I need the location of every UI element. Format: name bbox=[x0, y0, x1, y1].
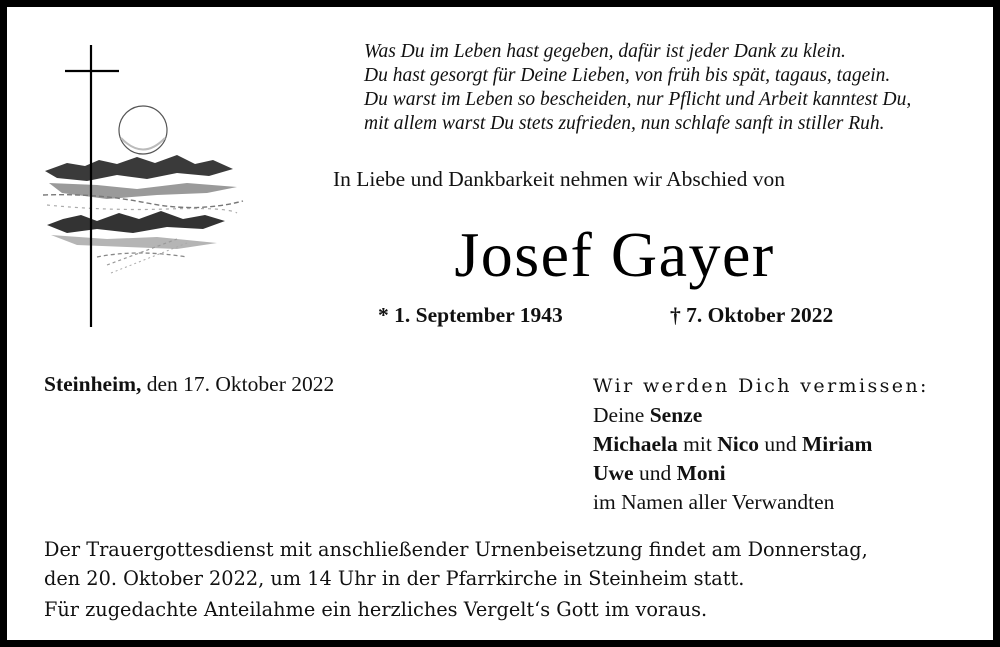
place-town: Steinheim, bbox=[44, 372, 142, 396]
cross-landscape-illustration bbox=[37, 43, 247, 333]
mourner-name: Moni bbox=[676, 461, 726, 485]
sun-illustration bbox=[119, 106, 167, 154]
mourner-name: Miriam bbox=[802, 432, 873, 456]
mourner-line: im Namen aller Verwandten bbox=[593, 490, 835, 514]
mourner-connector: mit bbox=[677, 432, 718, 456]
mourner-prefix: Deine bbox=[593, 403, 650, 427]
mourner-name: Nico bbox=[717, 432, 760, 456]
mourner-connector: und bbox=[633, 461, 677, 485]
mourner-connector: und bbox=[759, 432, 803, 456]
notice-line: Der Trauergottesdienst mit anschließender Urnenbeisetzung findet am Donnerstag, bbox=[44, 538, 868, 561]
mourner-name: Senze bbox=[649, 403, 703, 427]
mourner-name: Michaela bbox=[593, 432, 678, 456]
mourner-line bbox=[593, 401, 983, 430]
notice-line: den 20. Oktober 2022, um 14 Uhr in der Pfarrkirche in Steinheim statt. bbox=[44, 567, 745, 590]
poem-line: mit allem warst Du stets zufrieden, nun schlafe sanft in stiller Ruh. bbox=[364, 113, 885, 134]
poem-line: Was Du im Leben hast gegeben, dafür ist jeder Dank zu klein. bbox=[364, 41, 846, 62]
lower-mountains-illustration bbox=[47, 211, 225, 233]
mourner-name: Uwe bbox=[593, 461, 634, 485]
death-date: † 7. Oktober 2022 bbox=[670, 303, 834, 327]
poem-line: Du warst im Leben so bescheiden, nur Pflicht und Arbeit kanntest Du, bbox=[364, 89, 912, 110]
farewell-intro: In Liebe und Dankbarkeit nehmen wir Abschied von bbox=[333, 167, 785, 191]
mourner-line bbox=[593, 430, 983, 459]
poem bbox=[364, 40, 984, 136]
mourners-block bbox=[593, 372, 983, 517]
mourners-heading: Wir werden Dich vermissen: bbox=[593, 375, 929, 397]
birth-date: * 1. September 1943 bbox=[378, 303, 563, 327]
mourner-line bbox=[593, 459, 983, 488]
thanks-line: Für zugedachte Anteilahme ein herzliches Vergelt‘s Gott im voraus. bbox=[44, 598, 708, 621]
place-date: den 17. Oktober 2022 bbox=[141, 372, 335, 396]
place-and-date bbox=[44, 372, 334, 397]
deceased-name: Josef Gayer bbox=[454, 219, 775, 290]
funeral-notice bbox=[44, 535, 974, 593]
upper-mountains-illustration bbox=[45, 155, 233, 181]
poem-line: Du hast gesorgt für Deine Lieben, von früh bis spät, tagaus, tagein. bbox=[364, 65, 891, 86]
